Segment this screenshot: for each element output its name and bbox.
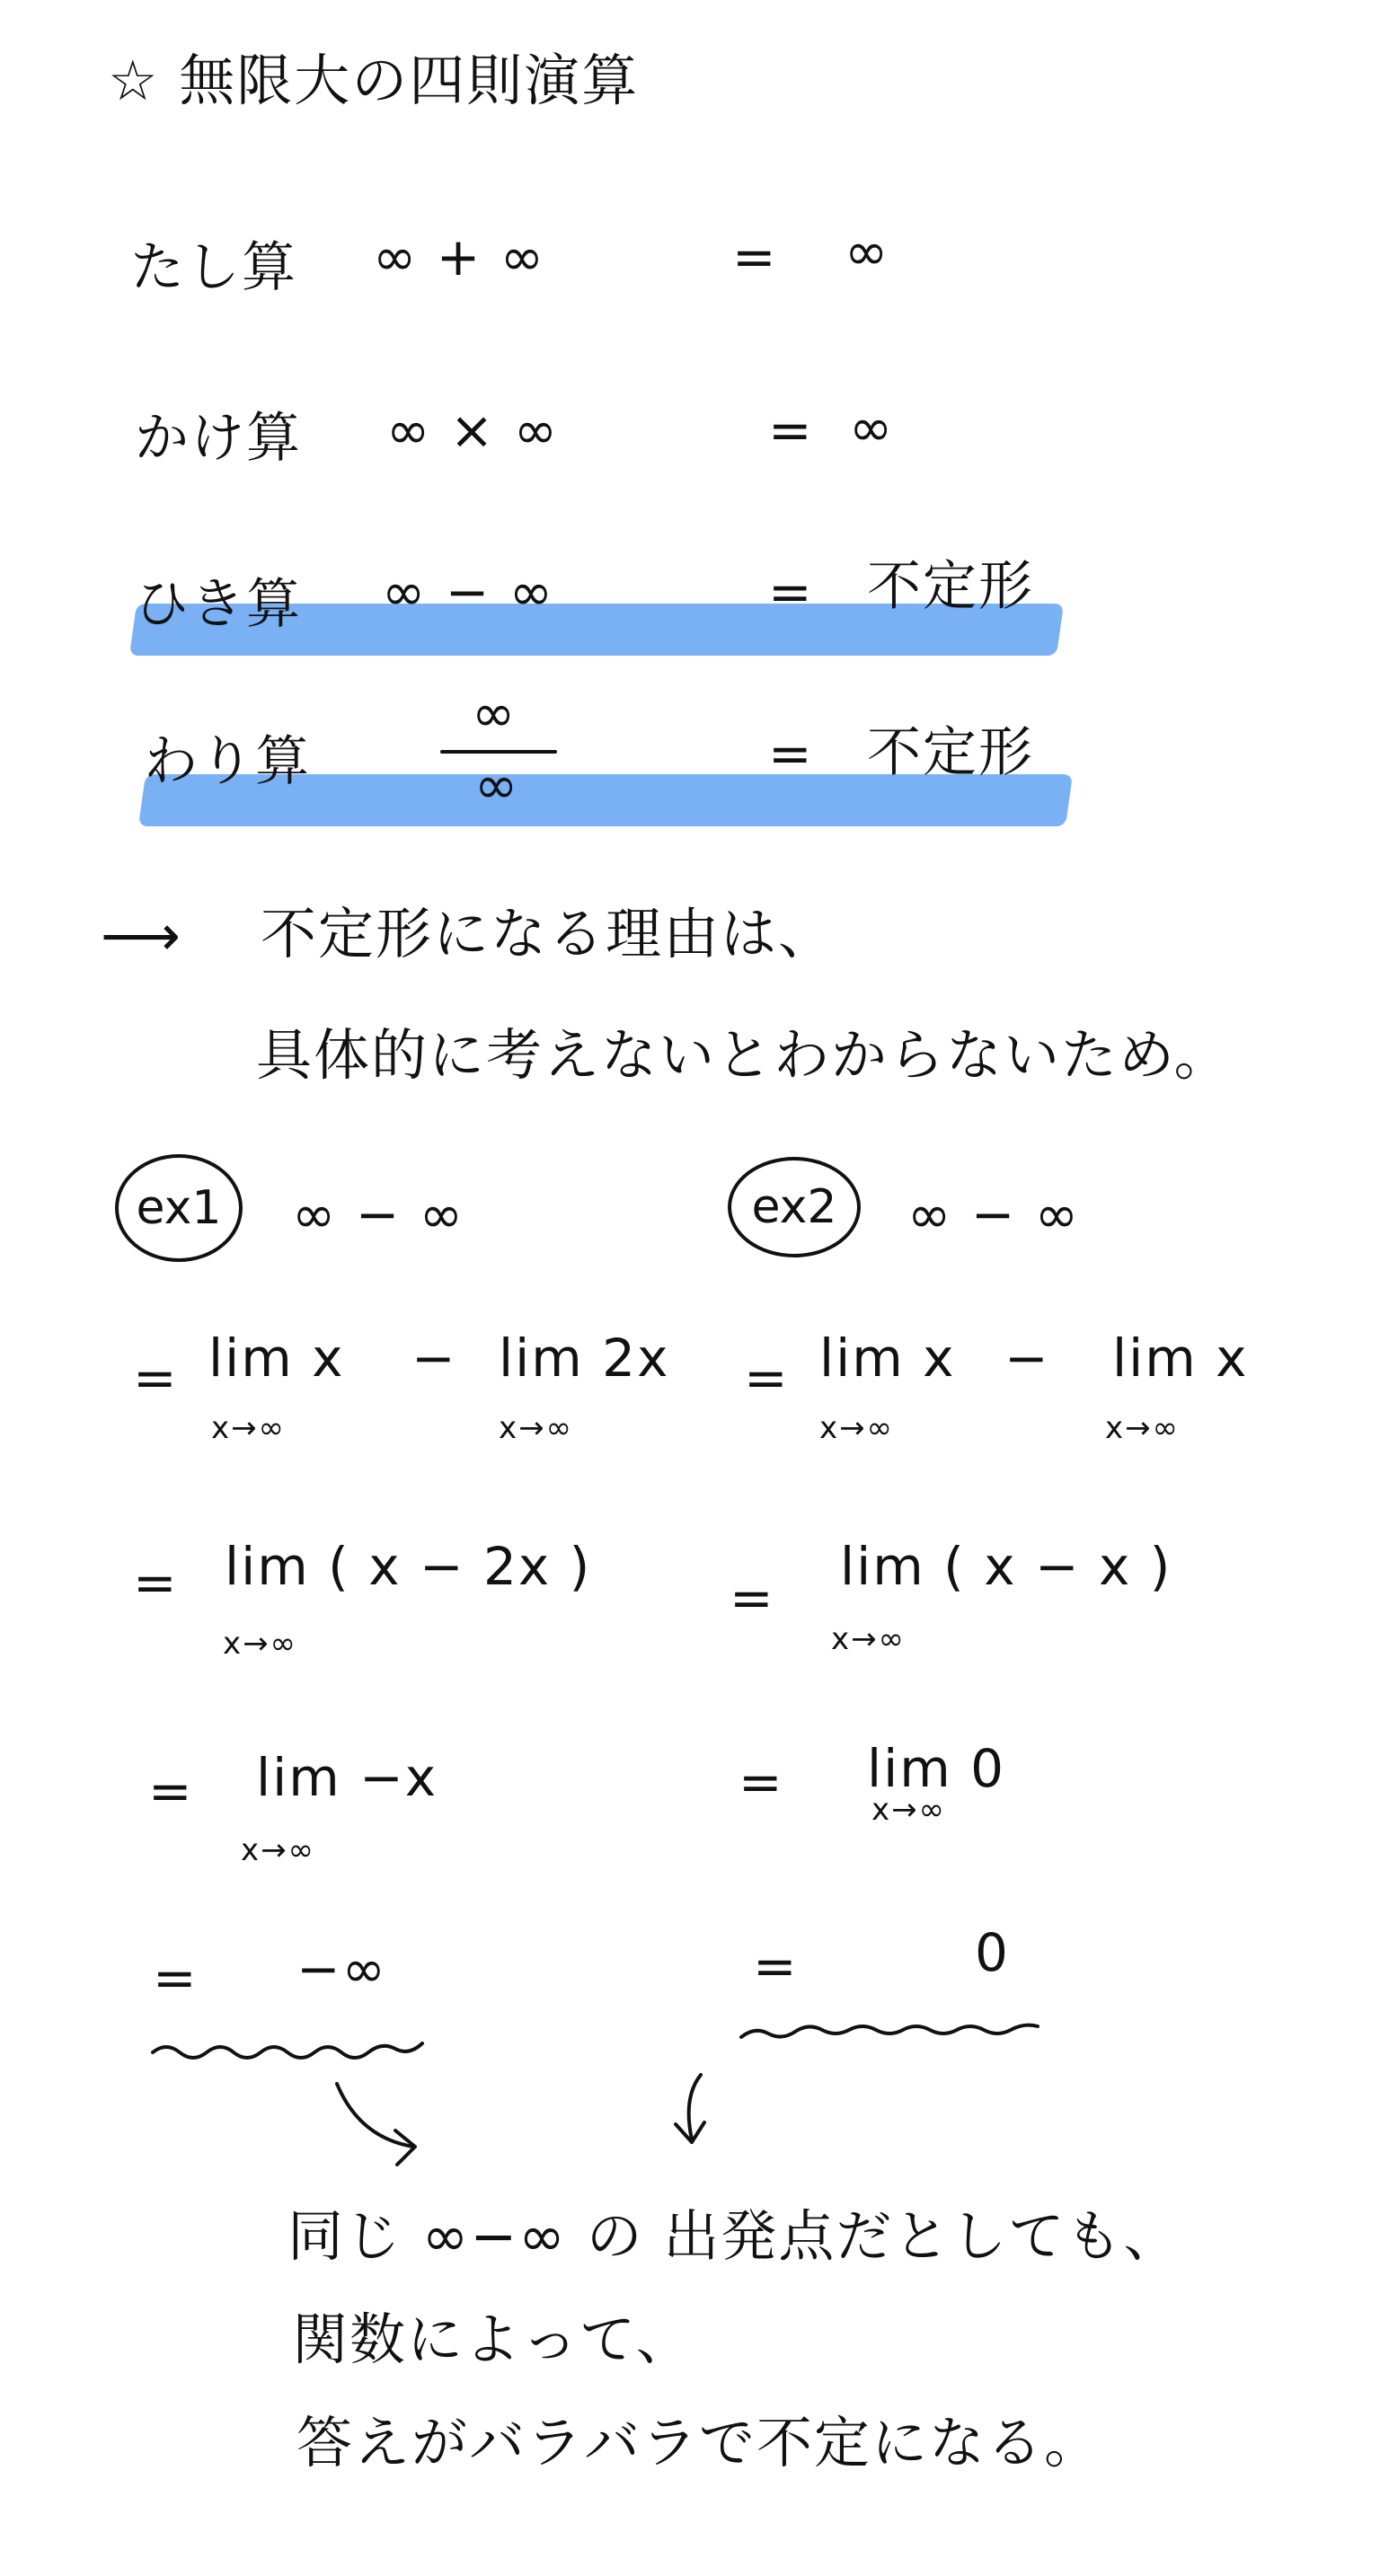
op-label-addition: たし算 [130,236,297,299]
op-eq-division: = [768,723,814,784]
op-expr-subtraction: ∞ − ∞ [382,561,555,622]
op-label-subtraction: ひき算 [135,573,302,636]
ex2-header: ∞ − ∞ [907,1184,1081,1245]
op-numerator-division: ∞ [472,683,518,744]
ex1-wavy-underline [153,2043,422,2058]
ex2-step3-expr: lim 0 [867,1738,1006,1799]
op-result-division: 不定形 [867,721,1034,784]
op-denominator-division: ∞ [474,754,520,816]
ex2-tag-label: ex2 [751,1180,837,1234]
ex2-step1-right: lim x [1112,1328,1249,1389]
ex1-step1-right: lim 2x [499,1328,670,1389]
ex1-step3-eq: = [148,1760,194,1822]
ex1-header: ∞ − ∞ [292,1184,465,1245]
op-eq-multiplication: = [768,400,814,461]
op-label-multiplication: かけ算 [135,407,302,470]
ex2-step4-eq: = [753,1936,799,1997]
op-expr-addition: ∞ + ∞ [373,226,546,287]
conclusion-line-2: 関数によって、 [292,2307,694,2372]
ex2-step2-sub: x→∞ [831,1621,906,1657]
ex1-step1-sub-left: x→∞ [211,1410,286,1446]
op-eq-addition: = [732,226,778,287]
ex2-step1-eq: = [744,1347,790,1408]
ex1-step3-sub: x→∞ [241,1832,315,1868]
op-eq-subtraction: = [768,561,814,622]
ex1-step1-minus: − [411,1328,457,1389]
left-arrow-head [395,2130,415,2165]
ex1-step2-expr: lim ( x − 2x ) [225,1536,592,1597]
reason-line-2: 具体的に考えないとわからないため。 [256,1022,1232,1088]
ex2-step1-sub-right: x→∞ [1105,1410,1180,1446]
ex2-step1-sub-left: x→∞ [819,1410,894,1446]
ex2-step2-expr: lim ( x − x ) [840,1536,1172,1597]
conclusion-line-3: 答えがバラバラで不定になる。 [296,2410,1102,2475]
op-result-subtraction: 不定形 [867,555,1034,618]
ex2-step2-eq: = [730,1567,775,1628]
ex1-step1-left: lim x [208,1328,345,1389]
reason-line-1: 不定形になる理由は、 [261,901,836,966]
ex2-step4-expr: 0 [975,1922,1010,1983]
ex1-step4-expr: −∞ [296,1938,387,1999]
op-result-addition: ∞ [845,221,890,282]
ex2-step1-minus: − [1004,1328,1050,1389]
ex1-step2-sub: x→∞ [223,1626,297,1662]
page-title: ☆ 無限大の四則演算 [108,48,640,113]
op-label-division: わり算 [144,730,311,793]
ex1-step1-sub-right: x→∞ [499,1410,573,1446]
ex1-tag-label: ex1 [136,1181,222,1235]
ex2-step3-eq: = [739,1751,784,1813]
conclusion-line-1: 同じ ∞−∞ の 出発点だとしても、 [288,2203,1181,2269]
ex2-step3-sub: x→∞ [871,1792,946,1828]
ex2-wavy-underline [741,2025,1038,2037]
op-expr-multiplication: ∞ × ∞ [386,400,560,461]
ex1-step1-eq: = [133,1347,179,1408]
ex1-step3-expr: lim −x [256,1747,438,1808]
ex1-step2-eq: = [133,1552,179,1613]
ex1-step4-eq: = [153,1947,199,2008]
ex2-step1-left: lim x [819,1328,956,1389]
reason-arrow: ⟶ [101,903,182,968]
op-result-multiplication: ∞ [849,397,895,458]
